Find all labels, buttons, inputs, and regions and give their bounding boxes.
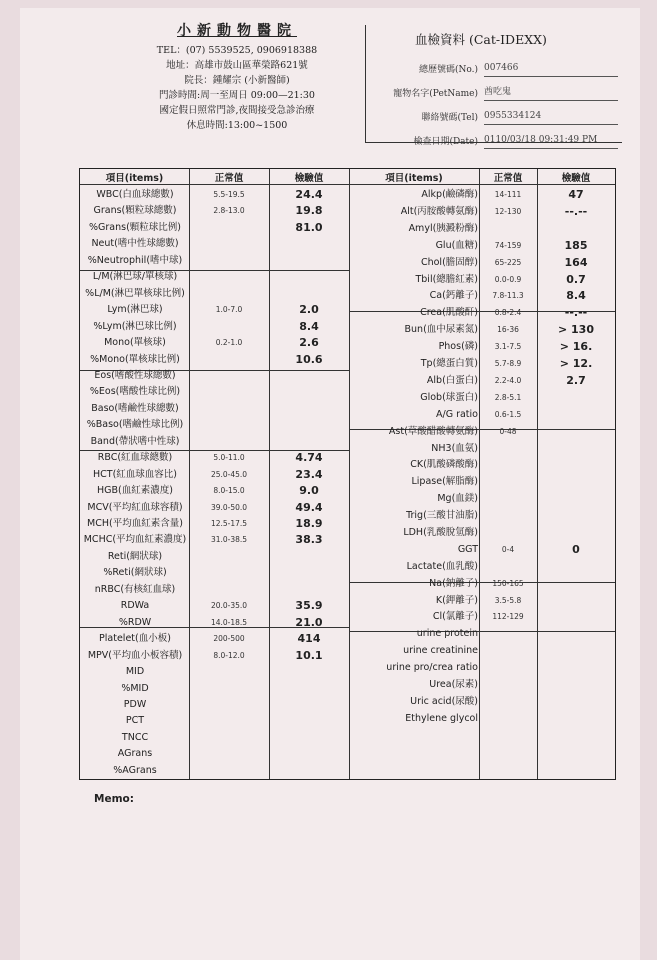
hospital-hours: 門診時間:周一至周日 09:00—21:30 (159, 90, 315, 101)
left-result-value: 10.1 (295, 649, 323, 662)
left-result-value: 19.8 (295, 204, 323, 217)
right-normal-range: 0.6-1.5 (494, 410, 522, 419)
record-field-label: 聯絡號碼(Tel) (421, 112, 478, 123)
right-normal-range: 65-225 (494, 258, 522, 267)
left-normal-range: 14.0-18.5 (210, 618, 248, 627)
right-item-name: Urea(尿素) (429, 679, 478, 690)
right-result-value: 0 (572, 543, 580, 556)
right-normal-range: 14-111 (494, 190, 522, 199)
left-item-name: Band(帶狀嗜中性球) (90, 436, 180, 447)
right-item-name: Chol(膽固醇) (420, 257, 478, 268)
right-item-name: Uric acid(尿酸) (410, 696, 478, 707)
header-item-right: 項目(items) (385, 173, 443, 184)
left-normal-range: 39.0-50.0 (210, 503, 248, 512)
hospital-director: 院長：鍾耀宗 (小新醫師) (184, 75, 290, 86)
left-item-name: HCT(紅血球血容比) (93, 469, 177, 480)
right-normal-range: 0.8-2.4 (494, 308, 522, 317)
right-item-name: Ast(草酸醋酸轉氨酶) (388, 426, 478, 437)
header-normal-left: 正常值 (214, 173, 244, 184)
left-normal-range: 5.5-19.5 (213, 190, 245, 199)
memo-label: Memo: (94, 793, 134, 805)
left-item-name: PCT (125, 715, 145, 726)
right-normal-range: 0.0-0.9 (494, 275, 522, 284)
right-item-name: Trig(三酸甘油脂) (406, 510, 478, 521)
right-normal-range: 2.8-5.1 (494, 393, 522, 402)
hospital-address: 地址：高雄市鼓山區華榮路621號 (166, 60, 308, 71)
left-result-value: 2.0 (299, 303, 319, 316)
right-item-name: urine pro/crea ratio (386, 662, 478, 673)
record-field (378, 104, 618, 128)
left-item-name: MCH(平均血紅素含量) (87, 518, 183, 529)
record-field-value: 0955334124 (484, 108, 618, 125)
right-normal-range: 2.2-4.0 (494, 376, 522, 385)
left-item-name: MCV(平均紅血球容積) (87, 502, 183, 513)
left-result-value: 49.4 (295, 501, 323, 514)
left-item-name: Eos(嗜酸性球總數) (94, 370, 176, 381)
left-item-name: Grans(顆粒球總數) (93, 205, 177, 216)
left-item-name: WBC(白血球總數) (96, 189, 174, 200)
group-divider (80, 184, 615, 185)
left-item-name: Baso(嗜鹼性球總數) (91, 403, 179, 414)
left-item-name: TNCC (121, 732, 149, 743)
left-item-name: MCHC(平均血紅素濃度) (83, 534, 187, 545)
right-result-value: 47 (568, 188, 584, 201)
header-normal-right: 正常值 (493, 173, 523, 184)
right-item-name: Alkp(鹼磷酶) (421, 189, 478, 200)
right-item-name: Phos(磷) (438, 341, 478, 352)
right-result-value: > 16. (559, 340, 593, 353)
right-item-name: Tbil(總膽紅素) (415, 274, 478, 285)
right-normal-range: 7.8-11.3 (492, 291, 524, 300)
right-item-name: Alt(丙胺酸轉氨酶) (400, 206, 478, 217)
left-item-name: %Lym(淋巴球比例) (93, 321, 177, 332)
record-field-label: 檢查日期(Date) (413, 136, 478, 147)
right-item-name: K(鉀離子) (435, 595, 478, 606)
right-item-name: Na(鈉離子) (429, 578, 478, 589)
right-item-name: Cl(氯離子) (432, 611, 478, 622)
left-normal-range: 8.0-15.0 (213, 486, 245, 495)
record-field-value: 酋吃鬼 (484, 84, 618, 101)
left-normal-range: 5.0-11.0 (213, 453, 245, 462)
left-item-name: %AGrans (113, 765, 157, 776)
left-item-name: %Baso(嗜鹼性球比例) (86, 419, 184, 430)
right-item-name: Crea(肌酸酐) (420, 307, 478, 318)
left-normal-range: 2.8-13.0 (213, 206, 245, 215)
hospital-name: 小新動物醫院 (177, 23, 297, 39)
left-item-name: RBC(紅血球總數) (97, 452, 173, 463)
left-result-value: 2.6 (299, 336, 319, 349)
right-normal-range: 74-159 (494, 241, 522, 250)
left-result-value: 414 (297, 632, 321, 645)
left-item-name: RDWa (120, 600, 150, 611)
right-result-value: 0.7 (566, 273, 586, 286)
left-item-name: Mono(單核球) (104, 337, 166, 348)
right-normal-range: 5.7-8.9 (494, 359, 522, 368)
right-result-value: 8.4 (566, 289, 586, 302)
left-item-name: PDW (123, 699, 147, 710)
right-item-name: CK(肌酸磷酸酶) (410, 459, 478, 470)
left-normal-range: 200-500 (213, 634, 245, 643)
record-title: 血檢資料 (Cat-IDEXX) (415, 32, 547, 47)
right-normal-range: 0-4 (501, 545, 515, 554)
left-result-value: 18.9 (295, 517, 323, 530)
right-normal-range: 3.5-5.8 (494, 596, 522, 605)
left-item-name: %RDW (118, 617, 152, 628)
left-result-value: 9.0 (299, 484, 319, 497)
left-normal-range: 8.0-12.0 (213, 651, 245, 660)
left-result-value: 23.4 (295, 468, 323, 481)
left-item-name: Lym(淋巴球) (107, 304, 163, 315)
record-field-value: 007466 (484, 60, 618, 77)
results-table (79, 168, 616, 780)
right-item-name: NH3(血氨) (431, 443, 478, 454)
left-item-name: Reti(網狀球) (107, 551, 163, 562)
right-normal-range: 12-130 (494, 207, 522, 216)
right-normal-range: 150-165 (492, 579, 524, 588)
left-result-value: 4.74 (295, 451, 323, 464)
right-result-value: --.-- (564, 205, 588, 218)
right-result-value: 185 (564, 239, 588, 252)
left-item-name: %Grans(顆粒球比例) (89, 222, 181, 233)
right-item-name: urine protein (416, 628, 478, 639)
left-item-name: nRBC(有核紅血球) (94, 584, 176, 595)
header-divider-vertical (365, 25, 366, 142)
right-item-name: Alb(白蛋白) (426, 375, 478, 386)
hospital-break-time: 休息時間:13:00~1500 (186, 120, 288, 131)
right-normal-range: 0-48 (499, 427, 517, 436)
left-item-name: HGB(血紅素濃度) (97, 485, 173, 496)
record-field (378, 128, 618, 152)
right-item-name: urine creatinine (403, 645, 478, 656)
hospital-tel: TEL：(07) 5539525, 0906918388 (156, 45, 318, 56)
right-result-value: > 130 (557, 323, 594, 336)
record-field-label: 總歷號碼(No.) (418, 64, 478, 75)
header-item-left: 項目(items) (105, 173, 164, 184)
left-item-name: %MID (121, 683, 149, 694)
left-item-name: MID (125, 666, 145, 677)
left-normal-range: 31.0-38.5 (210, 535, 248, 544)
left-item-name: %Mono(單核球比例) (90, 354, 180, 365)
right-item-name: Lipase(解脂酶) (411, 476, 478, 487)
left-item-name: %Eos(嗜酸性球比例) (89, 386, 181, 397)
left-normal-range: 20.0-35.0 (210, 601, 248, 610)
left-normal-range: 0.2-1.0 (215, 338, 243, 347)
left-item-name: AGrans (117, 748, 153, 759)
left-result-value: 35.9 (295, 599, 323, 612)
left-normal-range: 12.5-17.5 (210, 519, 248, 528)
left-item-name: %L/M(淋巴單核球比例) (85, 288, 185, 299)
right-result-value: 2.7 (566, 374, 586, 387)
right-item-name: A/G ratio (436, 409, 478, 420)
right-item-name: Mg(血鎂) (437, 493, 478, 504)
left-item-name: Neut(嗜中性球總數) (91, 238, 179, 249)
left-result-value: 38.3 (295, 533, 323, 546)
left-result-value: 81.0 (295, 221, 323, 234)
left-result-value: 10.6 (295, 353, 323, 366)
right-normal-range: 16-36 (497, 325, 519, 334)
header-result-left: 檢驗值 (294, 173, 324, 184)
left-result-value: 21.0 (295, 616, 323, 629)
right-item-name: Bun(血中尿素氮) (404, 324, 478, 335)
hospital-header (118, 20, 356, 133)
left-normal-range: 25.0-45.0 (210, 470, 248, 479)
record-field-label: 寵物名字(PetName) (393, 88, 478, 99)
record-field (378, 80, 618, 104)
record-field-value: 0110/03/18 09:31:49 PM (484, 132, 618, 149)
left-result-value: 24.4 (295, 188, 323, 201)
header-result-right: 檢驗值 (561, 173, 591, 184)
left-item-name: Platelet(血小板) (99, 633, 171, 644)
left-item-name: %Reti(網狀球) (103, 567, 167, 578)
right-item-name: Tp(總蛋白質) (420, 358, 478, 369)
right-item-name: Ethylene glycol (405, 713, 478, 724)
record-info (378, 30, 618, 152)
right-normal-range: 3.1-7.5 (494, 342, 522, 351)
record-field (378, 56, 618, 80)
right-result-value: 164 (564, 256, 588, 269)
right-normal-range: 112-129 (492, 612, 524, 621)
left-item-name: MPV(平均血小板容積) (87, 650, 183, 661)
right-item-name: GGT (457, 544, 478, 555)
left-normal-range: 1.0-7.0 (215, 305, 243, 314)
right-result-value: > 12. (559, 357, 593, 370)
right-item-name: Lactate(血乳酸) (406, 561, 478, 572)
right-item-name: Ca(鈣離子) (429, 290, 478, 301)
left-item-name: L/M(淋巴球/單核球) (92, 271, 178, 282)
right-item-name: LDH(乳酸脫氫酶) (403, 527, 478, 538)
right-item-name: Amyl(胰澱粉酶) (408, 223, 478, 234)
right-item-name: Glob(球蛋白) (420, 392, 478, 403)
left-item-name: %Neutrophil(嗜中球) (87, 255, 183, 266)
left-result-value: 8.4 (299, 320, 319, 333)
right-result-value: --.-- (564, 306, 588, 319)
right-item-name: Glu(血糖) (435, 240, 478, 251)
hospital-holiday-note: 國定假日照常門診,夜間接受急診治療 (159, 105, 315, 116)
